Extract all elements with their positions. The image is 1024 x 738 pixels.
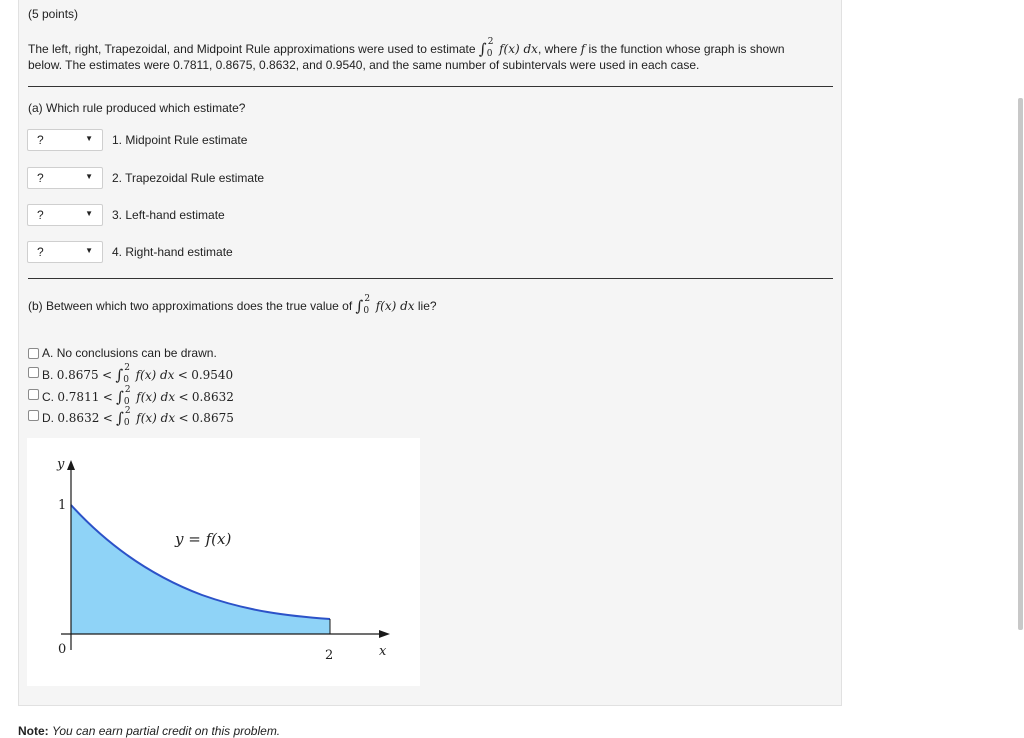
intro-text-b: , where	[537, 42, 578, 56]
part-a-question: (a) Which rule produced which estimate?	[28, 101, 246, 115]
rule-select-2[interactable]: ? ▼	[27, 167, 103, 189]
estimate-label-3: 3. Left-hand estimate	[112, 208, 225, 222]
intro-text-c: is the function whose graph is shown	[588, 42, 785, 56]
rule-select-4[interactable]: ? ▼	[27, 241, 103, 263]
intro-line-1	[28, 36, 785, 59]
intro-text-a: The left, right, Trapezoidal, and Midpoint Rule approximations were used to estimate	[28, 42, 476, 56]
y-axis-label: y	[57, 457, 65, 472]
rule-select-1[interactable]: ? ▼	[27, 129, 103, 151]
separator-line	[28, 86, 833, 87]
y-axis-arrow	[67, 460, 75, 470]
chevron-down-icon: ▼	[85, 246, 93, 255]
option-c-checkbox[interactable]	[28, 389, 39, 400]
y-tick-1: 1	[58, 498, 67, 513]
curve-label: y = f(x)	[175, 530, 232, 548]
option-d-checkbox[interactable]	[28, 410, 39, 421]
intro-line-2: below. The estimates were 0.7811, 0.8675, 0.8632, and 0.9540, and the same number of subintervals were used in each case.	[28, 58, 700, 72]
x-axis-arrow	[379, 630, 390, 638]
integrand: f(x) dx	[499, 42, 538, 56]
estimate-label-2: 2. Trapezoidal Rule estimate	[112, 171, 265, 185]
f-symbol: f	[580, 42, 586, 56]
origin-label: 0	[58, 642, 67, 657]
integral-limits: 2 0	[363, 293, 371, 316]
x-axis-label: x	[379, 644, 387, 659]
function-graph	[27, 438, 420, 686]
option-a[interactable]: A. No conclusions can be drawn.	[42, 346, 217, 360]
scrollbar[interactable]	[1018, 98, 1023, 630]
option-c[interactable]: C. 0.7811 < ∫ 2 0 f(x) dx < 0.8632	[42, 384, 234, 407]
integral-limits: 2 0	[486, 36, 494, 59]
option-b[interactable]: B. 0.8675 < ∫ 2 0 f(x) dx < 0.9540	[42, 362, 234, 385]
partial-credit-note: Note: You can earn partial credit on this problem.	[18, 724, 281, 738]
part-b-question: (b) Between which two approximations does the true value of ∫ 2 0 f(x) dx lie?	[28, 293, 437, 316]
integral-sign: ∫	[478, 40, 487, 58]
chevron-down-icon: ▼	[85, 134, 93, 143]
integrand: f(x) dx	[375, 299, 415, 313]
estimate-label-1: 1. Midpoint Rule estimate	[112, 133, 248, 147]
rule-select-3[interactable]: ? ▼	[27, 204, 103, 226]
points-label: (5 points)	[28, 7, 79, 21]
estimate-label-4: 4. Right-hand estimate	[112, 245, 233, 259]
x-tick-2: 2	[325, 648, 334, 663]
separator-line	[28, 278, 833, 279]
option-a-checkbox[interactable]	[28, 348, 39, 359]
chevron-down-icon: ▼	[85, 172, 93, 181]
option-b-checkbox[interactable]	[28, 367, 39, 378]
integral-sign: ∫	[355, 297, 364, 315]
graph-svg	[27, 438, 420, 686]
chevron-down-icon: ▼	[85, 209, 93, 218]
option-d[interactable]: D. 0.8632 < ∫ 2 0 f(x) dx < 0.8675	[42, 405, 234, 428]
